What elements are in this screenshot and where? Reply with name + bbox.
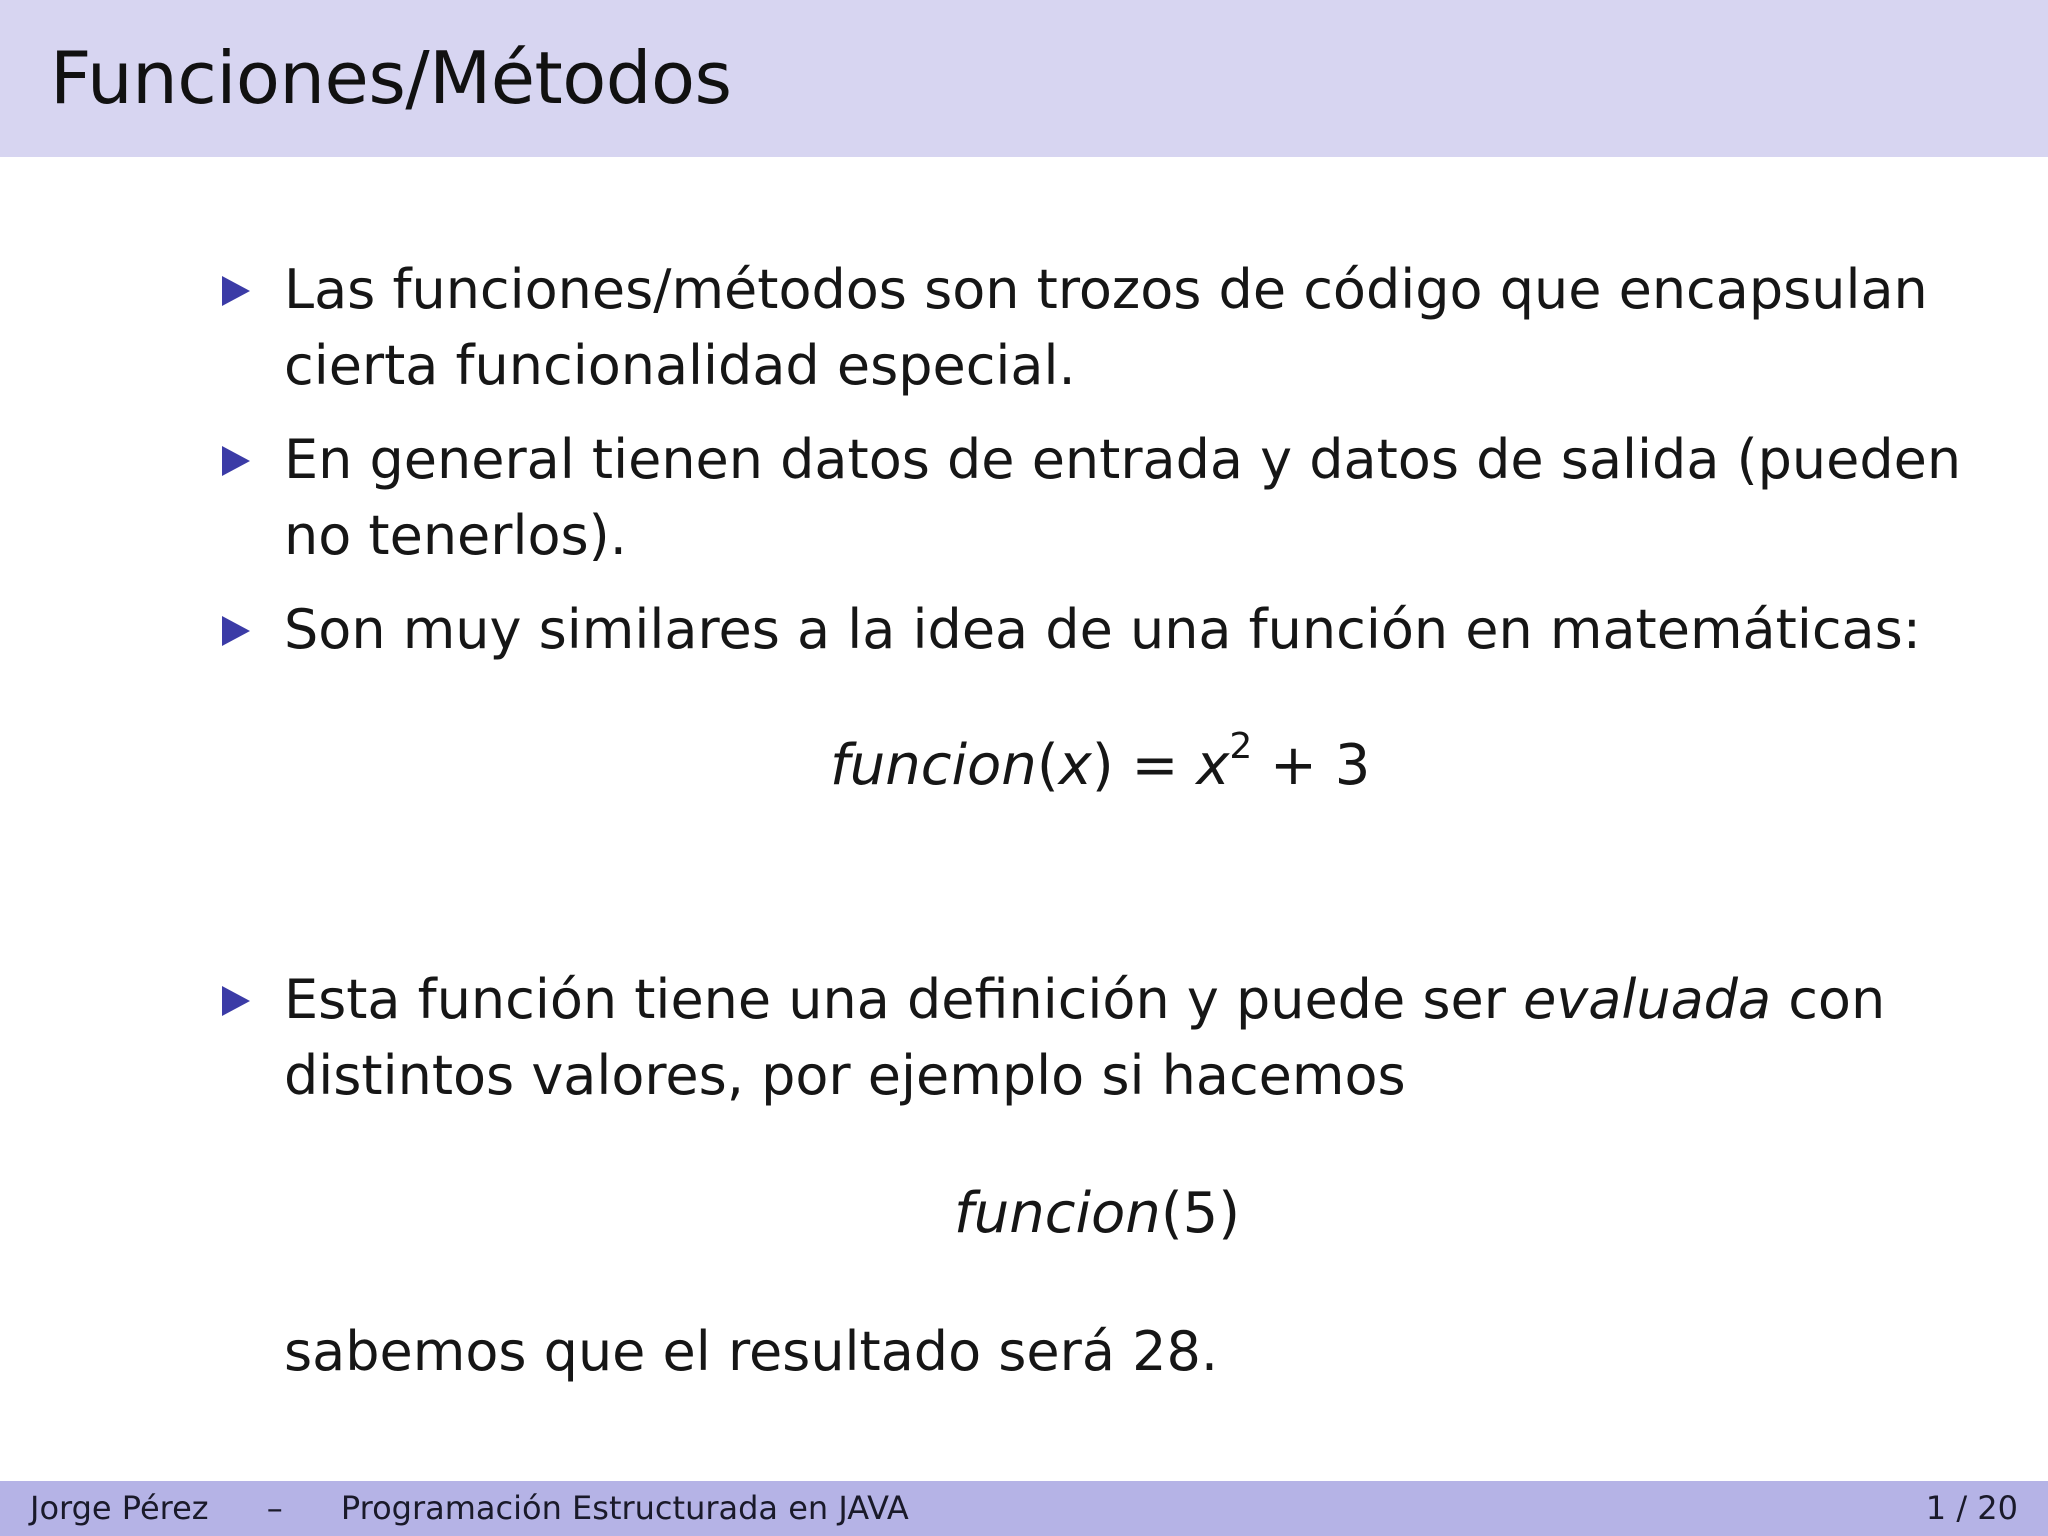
bullet-text — [284, 962, 1924, 1114]
formula-evaluation — [954, 1181, 1241, 1246]
bullet-line — [284, 962, 1924, 1038]
bullet-text — [284, 252, 1928, 404]
bullet-line: Las funciones/métodos son trozos de código que encapsulan — [284, 258, 1928, 321]
page-number: 1 / 20 — [1925, 1489, 2018, 1527]
footer-bar — [0, 1481, 2048, 1536]
bullet-text-part: Esta función tiene una definición y puede ser — [284, 968, 1524, 1031]
title-bar — [0, 0, 2048, 157]
formula-paren-open: ( — [1036, 733, 1059, 798]
bullet-line: Son muy similares a la idea de una función en matemáticas: — [284, 598, 1921, 661]
bullet-text — [284, 592, 1924, 668]
emphasis-text: evaluada — [1523, 968, 1772, 1031]
function-name: funcion — [830, 733, 1037, 798]
slide-title: Funciones/Métodos — [50, 36, 732, 120]
footer-course: Programación Estructurada en JAVA — [340, 1489, 909, 1527]
formula-paren-close: ) — [1091, 733, 1114, 798]
footer-info — [30, 1481, 957, 1536]
triangle-right-icon — [222, 276, 250, 306]
formula-rest: + 3 — [1252, 733, 1371, 798]
triangle-right-icon — [222, 446, 250, 476]
footer-separator: – — [266, 1489, 283, 1527]
bullet-line: cierta funcionalidad especial. — [284, 334, 1076, 397]
triangle-right-icon — [222, 616, 250, 646]
bullet-line: En general tienen datos de entrada y datos de salida (pueden — [284, 428, 1962, 491]
formula-variable: x — [1058, 733, 1092, 798]
formula-definition — [830, 726, 1371, 798]
formula-equals: = — [1113, 733, 1197, 798]
bullet-text — [284, 422, 1962, 574]
bullet-line: no tenerlos). — [284, 504, 627, 567]
function-name: funcion — [954, 1181, 1161, 1246]
formula-args: (5) — [1160, 1181, 1241, 1246]
conclusion-text: sabemos que el resultado será 28. — [284, 1320, 1218, 1383]
triangle-right-icon — [222, 986, 250, 1016]
formula-exponent: 2 — [1229, 726, 1253, 767]
bullet-line: distintos valores, por ejemplo si hacemos — [284, 1044, 1406, 1107]
bullet-text-part: con — [1771, 968, 1886, 1031]
footer-author: Jorge Pérez — [30, 1489, 209, 1527]
formula-base: x — [1196, 733, 1230, 798]
